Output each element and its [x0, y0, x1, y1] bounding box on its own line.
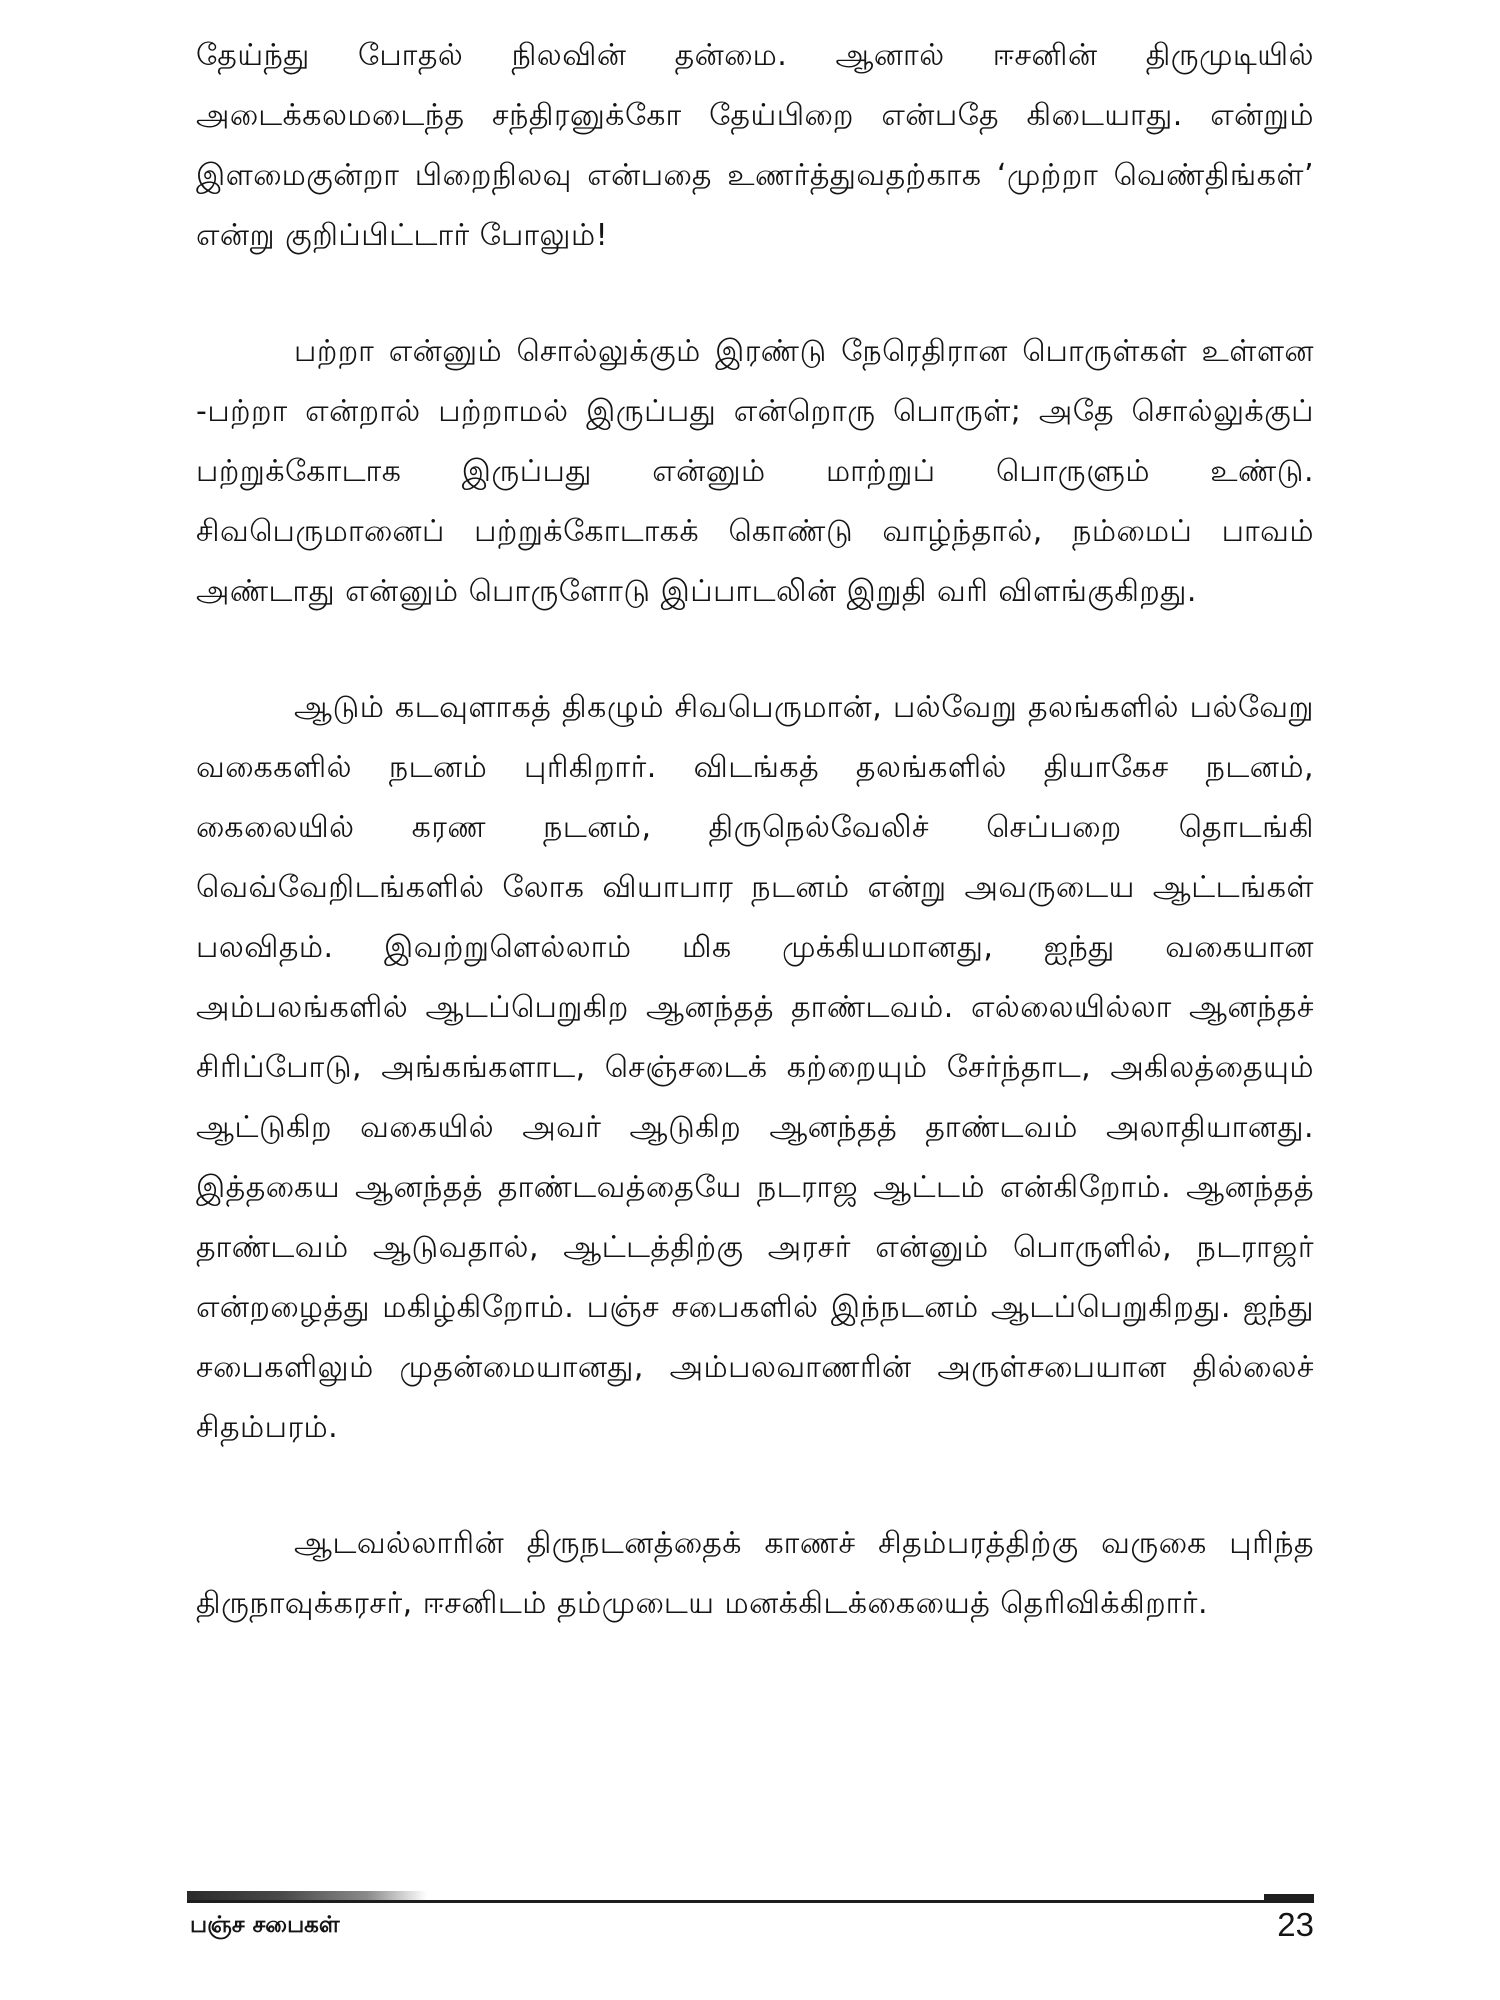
footer-book-title: பஞ்ச சபைகள் — [190, 1912, 340, 1938]
paragraph-1: தேய்ந்து போதல் நிலவின் தன்மை. ஆனால் ஈசனின் திருமுடியில் அடைக்கலமடைந்த சந்திரனுக்கோ தேய்பிறை என்பதே கிடையாது. என்றும் இளமைகுன்றா பிறைநிலவு என்பதை உணர்த்துவதற்காக ‘முற்றா வெண்திங்கள்’ என்று குறிப்பிட்டார் போலும்! — [196, 38, 1314, 253]
footer-page-number: 23 — [1277, 1906, 1314, 1943]
paragraph-2: பற்றா என்னும் சொல்லுக்கும் இரண்டு நேரெதிரான பொருள்கள் உள்ளன -பற்றா என்றால் பற்றாமல் இருப்பது என்றொரு பொருள்; அதே சொல்லுக்குப் பற்றுக்கோடாக இருப்பது என்னும் மாற்றுப் பொருளும் உண்டு. சிவபெருமானைப் பற்றுக்கோடாகக் கொண்டு வாழ்ந்தால், நம்மைப் பாவம் அண்டாது என்னும் பொருளோடு இப்பாடலின் இறுதி வரி விளங்குகிறது. — [196, 334, 1314, 609]
paragraph-3: ஆடும் கடவுளாகத் திகழும் சிவபெருமான், பல்வேறு தலங்களில் பல்வேறு வகைகளில் நடனம் புரிகிறார். விடங்கத் தலங்களில் தியாகேச நடனம், கைலையில் கரண நடனம், திருநெல்வேலிச் செப்பறை தொடங்கி வெவ்வேறிடங்களில் லோக வியாபார நடனம் என்று அவருடைய ஆட்டங்கள் பலவிதம். இவற்றுளெல்லாம் மிக முக்கியமானது, ஐந்து வகையான அம்பலங்களில் ஆடப்பெறுகிற ஆனந்தத் தாண்டவம். எல்லையில்லா ஆனந்தச் சிரிப்போடு, அங்கங்களாட, செஞ்சடைக் கற்றையும் சேர்ந்தாட, அகிலத்தையும் ஆட்டுகிற வகையில் அவர் ஆடுகிற ஆனந்தத் தாண்டவம் அலாதியானது. இத்தகைய ஆனந்தத் தாண்டவத்தையே நடராஜ ஆட்டம் என்கிறோம். ஆனந்தத் தாண்டவம் ஆடுவதால், ஆட்டத்திற்கு அரசர் என்னும் பொருளில், நடராஜர் என்றழைத்து மகிழ்கிறோம். பஞ்ச சபைகளில் இந்நடனம் ஆடப்பெறுகிறது. ஐந்து சபைகளிலும் முதன்மையானது, அம்பலவாணரின் அருள்சபையான தில்லைச் சிதம்பரம். — [196, 690, 1314, 1445]
footer-rule — [187, 1900, 1314, 1903]
body-text — [196, 26, 1314, 1634]
footer-decorative-tick — [1264, 1894, 1314, 1900]
paragraph-4: ஆடவல்லாரின் திருநடனத்தைக் காணச் சிதம்பரத்திற்கு வருகை புரிந்த திருநாவுக்கரசர், ஈசனிடம் தம்முடைய மனக்கிடக்கையைத் தெரிவிக்கிறார். — [196, 1526, 1314, 1621]
